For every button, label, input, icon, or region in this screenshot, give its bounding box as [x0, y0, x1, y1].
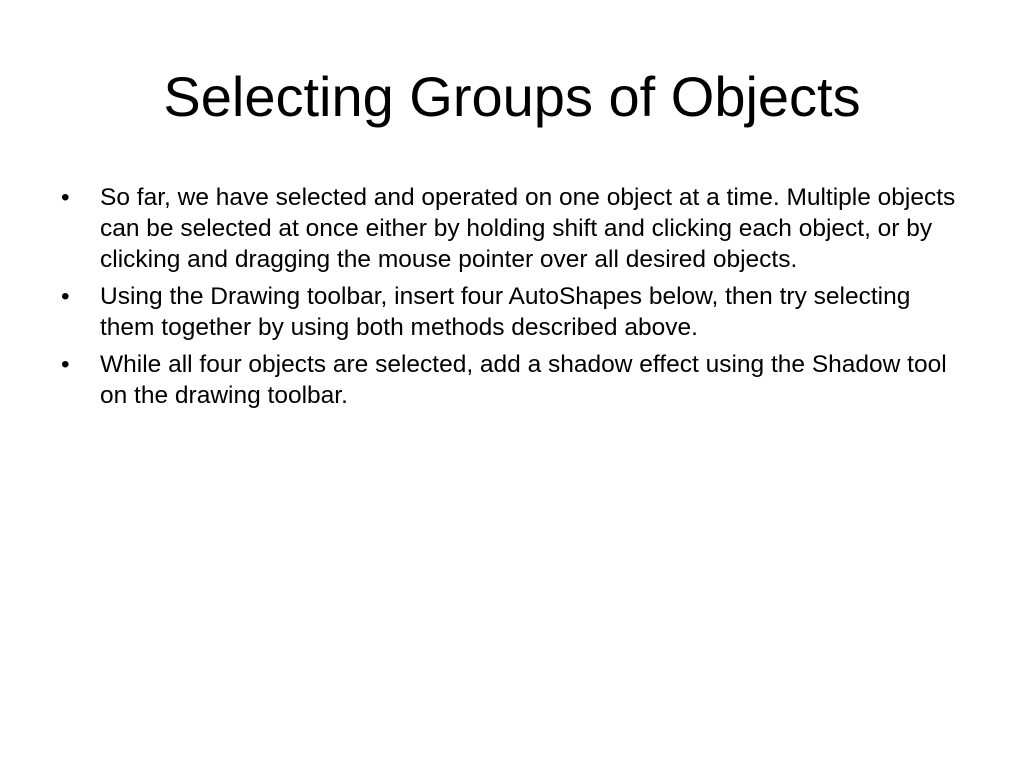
slide-title: Selecting Groups of Objects [163, 65, 861, 128]
bullet-marker: • [61, 283, 70, 310]
bullet-marker: • [61, 184, 70, 211]
bullet-marker: • [61, 351, 70, 378]
bullet-list [61, 182, 961, 417]
bullet-item [61, 281, 961, 343]
bullet-item [61, 349, 961, 411]
bullet-item [61, 182, 961, 275]
bullet-text: So far, we have selected and operated on one object at a time. Multiple objects can be selected at once either by holding shift and clicking each object, or by clicking and dragging the mouse pointer over all desired objects. [100, 184, 956, 273]
bullet-text: Using the Drawing toolbar, insert four AutoShapes below, then try selecting them together by using both methods described above. [100, 283, 911, 341]
bullet-text: While all four objects are selected, add a shadow effect using the Shadow tool on the drawing toolbar. [100, 351, 947, 409]
